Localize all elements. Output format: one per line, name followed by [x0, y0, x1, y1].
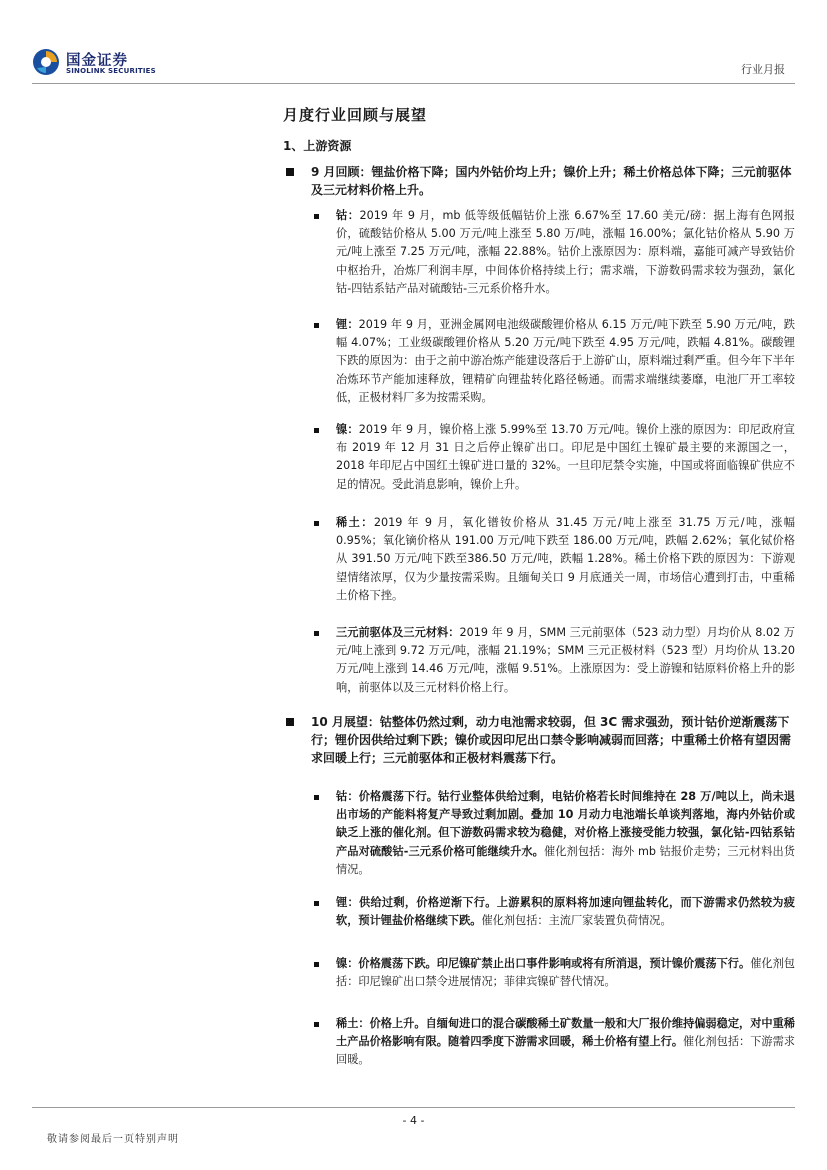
bullet-icon	[314, 1022, 319, 1027]
review-item-ternary	[312, 624, 795, 697]
page-number: - 4 -	[402, 1114, 425, 1127]
item-lead: 锂：	[336, 318, 359, 331]
review-item-cobalt	[312, 207, 795, 298]
item-lead: 锂：	[336, 896, 359, 909]
item-text: 催化剂包括：主流厂家装置负荷情况。	[481, 914, 672, 928]
outlook-item-lithium	[312, 894, 795, 930]
review-heading: 9 月回顾：锂盐价格下降；国内外钴价均上升；镍价上升；稀土价格总体下降；三元前驱体及三元材料价格上升。	[283, 163, 795, 199]
bullet-icon	[314, 795, 319, 800]
item-bold-text: 价格上升。自缅甸进口的混合碳酸稀土矿数量一般和大厂报价维持偏弱稳定，对中重稀土产品价格影响有限。随着四季度下游需求回暖，稀土价格有望上行。	[336, 1017, 795, 1049]
item-lead: 稀土：	[336, 1017, 370, 1030]
review-item-nickel	[312, 421, 795, 494]
item-lead: 镍：	[336, 957, 359, 970]
report-type-label: 行业月报	[741, 63, 785, 76]
item-lead: 钴：	[336, 790, 359, 803]
bullet-icon	[314, 962, 319, 967]
item-lead: 钴：	[336, 209, 360, 222]
footer-divider	[32, 1107, 795, 1108]
bullet-icon	[314, 323, 319, 328]
item-text: 2019 年 9 月，SMM 三元前驱体（523 动力型）月均价从 8.02 万元/吨上涨到 9.72 万元/吨，涨幅 21.19%；SMM 三元正极材料（523 型）月均价从 13.20 万元/吨上涨到 14.46 万元/吨，涨幅 9.51%。上涨原因为：受上游镍和钴原料价格上升的影响，前驱体以及三元材料价格上行。	[336, 626, 795, 694]
item-bold-text: 价格震荡下行。钴行业整体供给过剩，电钴价格若长时间维持在 28 万/吨以上，尚未退出市场的产能料将复产导致过剩加剧。叠加 10 月动力电池端长单谈判落地，海内外钴价或缺乏上涨的催化剂。但下游数码需求较为稳健，对价格上涨接受能力较强，氯化钴-四钴系钴产品对硫酸钴-三元系价格可能继续升水。	[336, 790, 795, 858]
bullet-icon	[314, 901, 319, 906]
item-text: 2019 年 9 月，镍价格上涨 5.99%至 13.70 万元/吨。镍价上涨的原因为：印尼政府宣布 2019 年 12 月 31 日之后停止镍矿出口。印尼是中国红土镍矿最主要的来源国之一，2018 年印尼占中国红土镍矿进口量的 32%。一旦印尼禁令实施，中国或将面临镍矿供应不足的情况。受此消息影响，镍价上升。	[336, 423, 795, 491]
square-bullet-icon	[286, 168, 294, 176]
header-divider	[32, 83, 795, 84]
item-lead: 镍：	[336, 423, 359, 436]
item-bold-text: 价格震荡下跌。印尼镍矿禁止出口事件影响或将有所消退，预计镍价震荡下行。	[358, 957, 751, 970]
item-text: 2019 年 9 月，mb 低等级低幅钴价上涨 6.67%至 17.60 美元/磅：据上海有色网报价，硫酸钴价格从 5.00 万元/吨上涨至 5.80 万/吨，涨幅 16.00%；氯化钴价格从 5.90 万元/吨上涨至 7.25 万元/吨，涨幅 22.88%。钴价上涨原因为：原料端，嘉能可减产导致钴价中枢抬升，冶炼厂利润丰厚，中间体价格持续上行；需求端，下游数码需求较为强劲，氯化钴-四钴系钴产品对硫酸钴-三元系价格升水。	[336, 209, 795, 295]
logo-english-name: SINOLINK SECURITIES	[66, 67, 156, 75]
item-text: 2019 年 9 月，氧化镨钕价格从 31.45 万元/吨上涨至 31.75 万元/吨，涨幅 0.95%；氧化镝价格从 191.00 万元/吨下跌至 186.00 万元/吨，跌幅 2.62%；氧化铽价格从 391.50 万元/吨下跌至386.50 万元/吨，跌幅 1.28%。稀土价格下跌的原因为：下游观望情绪浓厚，仅为少量按需采购。且缅甸关口 9 月底通关一周，市场信心遭到打击，中重稀土价格下挫。	[336, 516, 795, 602]
disclaimer-note: 敬请参阅最后一页特别声明	[47, 1134, 179, 1145]
item-lead: 三元前驱体及三元材料：	[336, 626, 460, 639]
outlook-item-cobalt	[312, 788, 795, 879]
review-item-rare-earth	[312, 514, 795, 605]
sub-title: 1、上游资源	[283, 139, 352, 153]
item-text: 催化剂包括：海外 mb 钴报价走势；三元材料出货情况。	[336, 844, 795, 876]
bullet-icon	[314, 631, 319, 636]
square-bullet-icon	[286, 718, 294, 726]
item-bold-text: 供给过剩，价格逆渐下行。上游累积的原料将加速向锂盐转化，而下游需求仍然较为疲软，预计锂盐价格继续下跌。	[336, 896, 795, 928]
outlook-item-rare-earth	[312, 1015, 795, 1070]
page-header	[0, 0, 827, 84]
bullet-icon	[314, 521, 319, 526]
outlook-item-nickel	[312, 955, 795, 991]
outlook-heading: 10 月展望：钴整体仍然过剩，动力电池需求较弱，但 3C 需求强劲，预计钴价逆渐震荡下行；锂价因供给过剩下跌；镍价或因印尼出口禁令影响减弱而回落；中重稀土价格有望因需求回暖上行；三元前驱体和正极材料震荡下行。	[283, 713, 795, 767]
review-item-lithium	[312, 316, 795, 407]
item-lead: 稀土：	[336, 516, 374, 529]
logo-chinese-name: 国金证券	[66, 53, 128, 69]
item-text: 2019 年 9 月，亚洲金属网电池级碳酸锂价格从 6.15 万元/吨下跌至 5.90 万元/吨，跌幅 4.07%；工业级碳酸锂价格从 5.20 万元/吨下跌至 4.95 万元/吨，跌幅 4.81%。碳酸锂下跌的原因为：由于之前中游冶炼产能建设落后于上游矿山，原料端过剩严重。但今年下半年冶炼环节产能加速释放，锂精矿向锂盐转化路径畅通。而需求端继续萎靡，电池厂开工率较低，正极材料厂多为按需采购。	[336, 318, 795, 404]
item-text: 催化剂包括：印尼镍矿出口禁令进展情况；菲律宾镍矿替代情况。	[336, 957, 795, 989]
item-text: 催化剂包括：下游需求回暖。	[336, 1035, 795, 1067]
bullet-icon	[314, 428, 319, 433]
bullet-icon	[314, 214, 319, 219]
section-title: 月度行业回顾与展望	[283, 106, 428, 124]
sinolink-logo-icon	[32, 48, 60, 76]
